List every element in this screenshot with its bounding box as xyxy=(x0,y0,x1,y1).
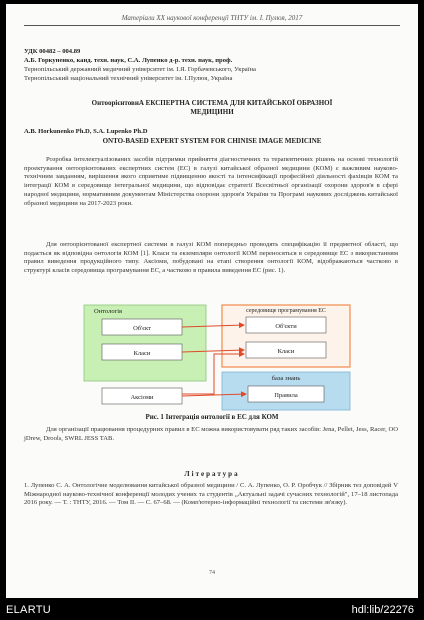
ontology-label: Онтологія xyxy=(94,308,123,315)
page-number: 74 xyxy=(209,570,215,576)
paragraph-2 xyxy=(24,241,398,276)
reference-1: 1. Лупенко С. А. Онтологічне моделювання китайської образної медицини / С. А. Лупенко, О. Р. Оробчук // Збірник тез доповідей V Міжнародної науково-технічної конференції молодих учених та студентів „Актуальні задачі сучасних технологій", 17–18 листопада 2016 року. — Т. : ТНТУ, 2016. — Том ІІ. — С. 67–68. — (Комп'ютерно-інформаційні технології та системи зв'язку). xyxy=(24,482,398,507)
paragraph-1 xyxy=(24,156,398,208)
document-page xyxy=(6,4,418,598)
title-uk-line-2: МЕДИЦИНИ xyxy=(190,108,234,116)
running-header: Матеріали XX наукової конференції ТНТУ ім. І. Пулюя, 2017 xyxy=(121,14,303,22)
classes2-label: Класи xyxy=(277,348,295,355)
authors-en: A.B. Horkunenko Ph.D, S.A. Lupenko Ph.D xyxy=(24,128,148,135)
axioms-label: Аксіоми xyxy=(130,394,154,401)
paragraph-1-text: Розробка інтелектуалізованих засобів підтримки прийняття діагностичних та терапевтичних рішень на основі технологій проектування онтоорієнтованих експертних систем (ЕС) в галузі китайської образної медицини (КОМ) є важливим науково-технічним завданням, вирішення якого сприятиме підвищенню якості та інтенсифікації професійної діяльності фахівців КОМ та інтеграції КОМ в середовище інтегральної медицини, що відповідає стратегії Всесвітньої організації охорони здоров'я в сфері народної медицини, нормативним документам Міністерства охорони здоров'я України та Програмі наукових досліджень китайської образної медицини на 2017-2023 роки. xyxy=(24,156,398,207)
knowledge-base-label: база знань xyxy=(271,375,301,382)
classes-label: Класи xyxy=(133,350,151,357)
objects-label: Об'єкти xyxy=(275,323,297,330)
affiliation-2: Тернопільський національний технічний університет ім. І.Пулюя, Україна xyxy=(24,75,233,82)
footer-repository: ELARTU xyxy=(6,604,51,616)
object-label: Об'єкт xyxy=(133,325,151,332)
es-environment-label: середовище програмування ЕС xyxy=(246,308,326,314)
affiliation-1: Тернопільський державний медичний університет ім. І.Я. Горбачевського, Україна xyxy=(24,66,256,73)
rules-label: Правила xyxy=(274,392,298,399)
ontology-integration-diagram xyxy=(76,304,352,412)
figure-caption: Рис. 1 Інтеграція онтології в ЕС для КОМ xyxy=(145,413,279,421)
udc-code: УДК 00482 – 004.89 xyxy=(24,48,81,55)
footer-handle: hdl:lib/22276 xyxy=(351,604,414,616)
paragraph-3-text: Для організації працювання процедурних правил в ЕС можна використовувати ряд таких засобів: Jena, Pellet, Jess, Racer, OO jDrew, Drools, SWRL JESS TAB. xyxy=(24,426,398,442)
header-rule xyxy=(24,25,400,26)
title-en: ONTO-BASED EXPERT SYSTEM FOR CHINISE IMAGE MEDICINE xyxy=(102,137,322,145)
paragraph-3 xyxy=(24,426,398,443)
authors-uk: А.Б. Горкуненко, канд. техн. наук, С.А. Лупенко д-р. техн. наук, проф. xyxy=(24,57,233,64)
paragraph-2-text: Для онтоорієнтованої експертної системи в галузі КОМ попередньо проводять специфікацію її предметної області, що подається як відповідна онтологія КОМ [1]. Класи та екземпляри онтології КОМ переносяться в середовище ЕС з використанням правил виведення продукційного типу. Аксіоми, побудовані на етапі створення онтології КОМ, відображаються частково в структурі класів середовища програмування ЕС, а частково в правила виведення ЕС (рис. 1). xyxy=(24,241,398,275)
title-uk-line-1: ОнтоорієнтовнА ЕКСПЕРТНА СИСТЕМА ДЛЯ КИТАЙСЬКОЇ ОБРАЗНОЇ xyxy=(91,99,333,107)
ontology-block xyxy=(84,305,206,381)
references-heading: Література xyxy=(184,470,240,478)
